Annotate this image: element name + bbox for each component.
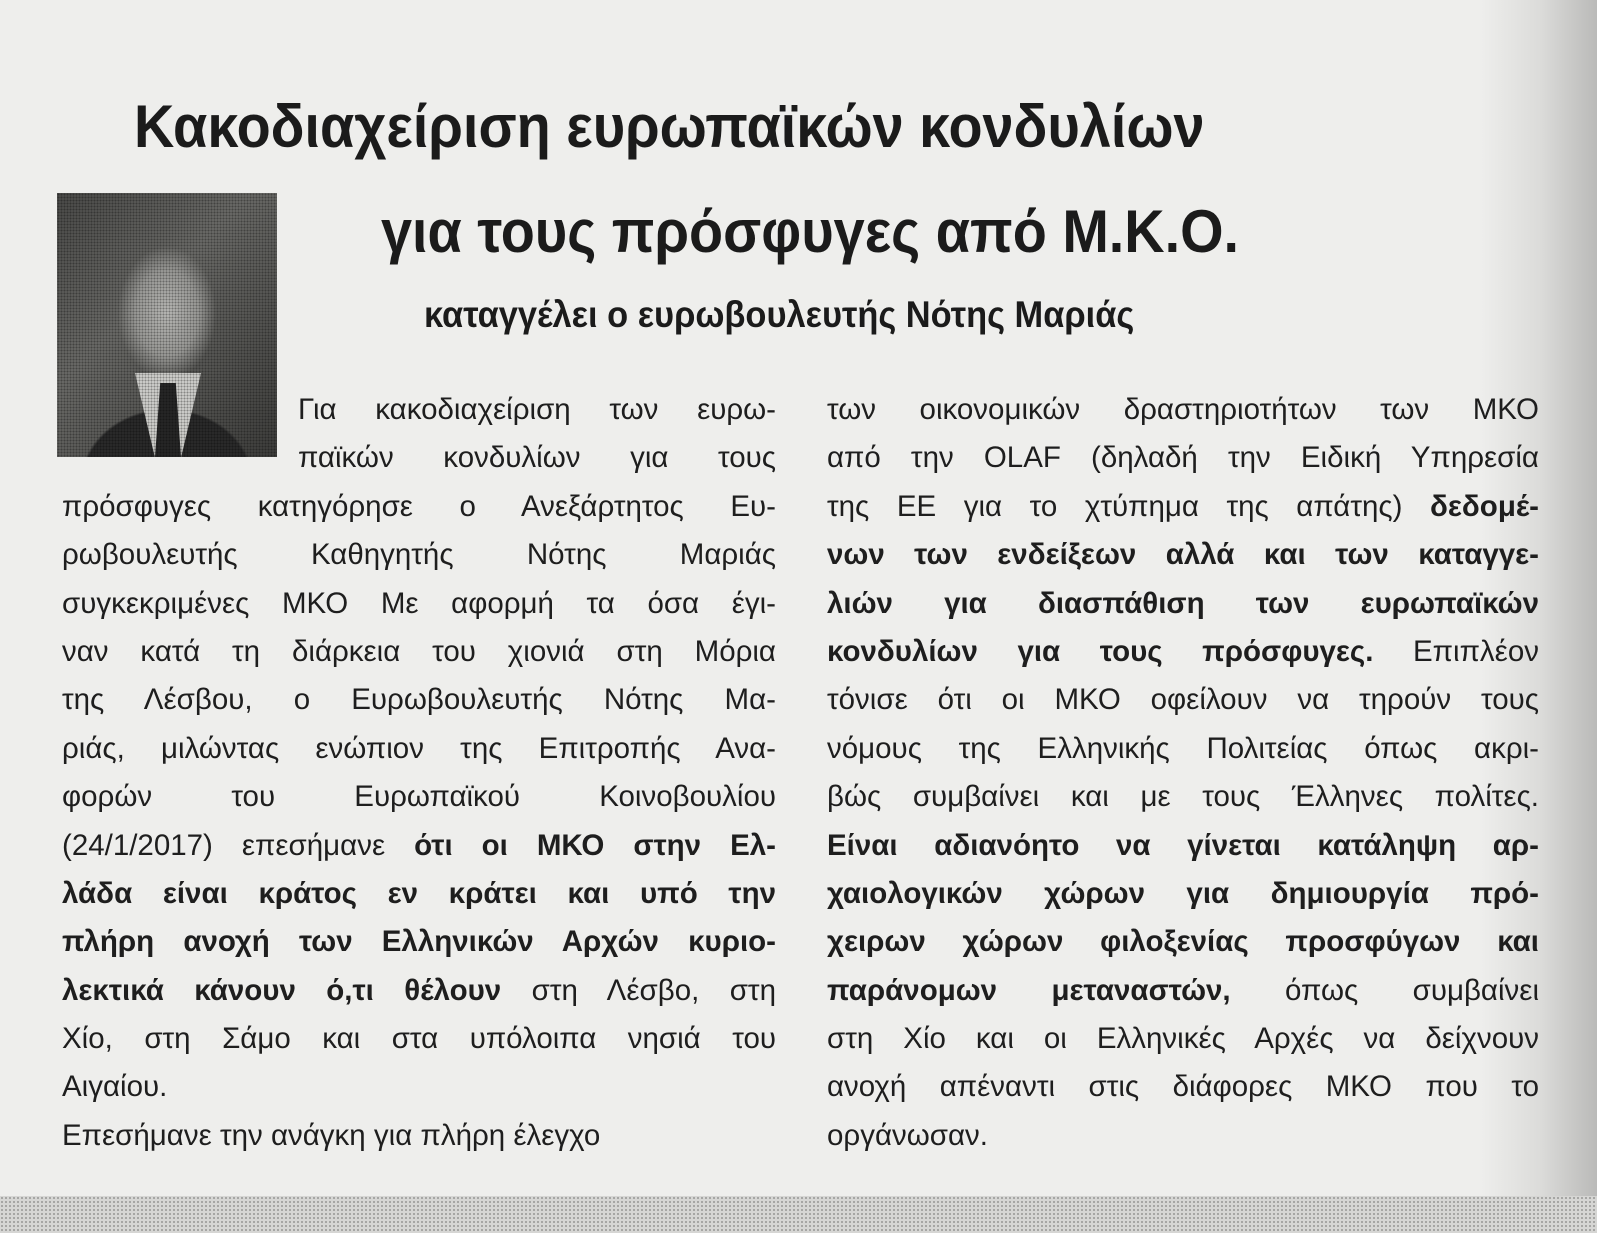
line-text: των οικονομικών δραστηριοτήτων των ΜΚΟ [827, 393, 1539, 426]
article-line [827, 628, 1539, 676]
line-bold-text: νων των ενδείξεων αλλά και των καταγγε- [827, 538, 1539, 572]
line-text: πρόσφυγες κατηγόρησε ο Ανεξάρτητος Ευ- [62, 489, 776, 523]
article-line [827, 386, 1539, 434]
line-text: από την OLAF (δηλαδή την Ειδική Υπηρεσία [827, 441, 1539, 475]
line-bold-text: χαιολογικών χώρων για δημιουργία πρό- [827, 876, 1539, 910]
line-text: συγκεκριμένες ΜΚΟ Με αφορμή τα όσα έγι- [62, 586, 776, 620]
article-line [62, 967, 776, 1015]
article-line [827, 483, 1539, 531]
article-line [827, 967, 1539, 1015]
article-line [827, 870, 1539, 918]
headline-line-1: Κακοδιαχείριση ευρωπαϊκών κονδυλίων [134, 93, 1205, 160]
subheadline: καταγγέλει ο ευρωβουλευτής Νότης Μαριάς [424, 294, 1135, 335]
article-line [827, 676, 1539, 724]
line-bold-text: λιών για διασπάθιση των ευρωπαϊκών [827, 586, 1539, 620]
line-text: της ΕΕ για το χτύπημα της απάτης) [827, 489, 1431, 523]
line-text: οργάνωσαν. [827, 1118, 988, 1152]
article-line [62, 773, 776, 821]
line-text: στη Λέσβο, στη [501, 973, 776, 1007]
article-line [827, 531, 1539, 579]
line-text: νόμους της Ελληνικής Πολιτείας όπως ακρι- [827, 731, 1539, 765]
article-line [827, 1112, 1539, 1160]
line-text: της Λέσβου, ο Ευρωβουλευτής Νότης Μα- [62, 683, 776, 717]
line-bold-text: Είναι αδιανόητο να γίνεται κατάληψη αρ- [827, 828, 1539, 862]
article-line [62, 386, 776, 434]
article-line [827, 434, 1539, 482]
line-text: Αιγαίου. [62, 1070, 168, 1104]
line-bold-text: παράνομων μεταναστών, [827, 973, 1231, 1007]
article-line [62, 870, 776, 918]
line-text: ρωβουλευτής Καθηγητής Νότης Μαριάς [62, 538, 776, 572]
line-text: τόνισε ότι οι ΜΚΟ οφείλουν να τηρούν τους [827, 683, 1539, 717]
line-text: ναν κατά τη διάρκεια του χιονιά στη Μόρια [62, 634, 776, 668]
article-line [62, 1063, 776, 1111]
article-line [62, 1112, 776, 1160]
line-text: Επιπλέον [1373, 634, 1539, 668]
line-text: όπως συμβαίνει [1230, 973, 1539, 1007]
line-text: φορών του Ευρωπαϊκού Κοινοβουλίου [62, 780, 776, 814]
line-text: στη Χίο και οι Ελληνικές Αρχές να δείχνουν [827, 1022, 1539, 1056]
line-bold-text: λεκτικά κάνουν ό,τι θέλουν [62, 973, 502, 1007]
article-line [62, 1015, 776, 1063]
article-line [62, 531, 776, 579]
line-text: βώς συμβαίνει και με τους Έλληνες πολίτες. [827, 780, 1539, 814]
article-line [62, 580, 776, 628]
line-bold-text: λάδα είναι κράτος εν κράτει και υπό την [62, 876, 776, 910]
line-bold-text: κονδυλίων για τους πρόσφυγες. [827, 634, 1374, 668]
headline-line-2: για τους πρόσφυγες από Μ.Κ.Ο. [381, 198, 1240, 265]
article-line [827, 1015, 1539, 1063]
article-line [827, 918, 1539, 966]
article-line [62, 676, 776, 724]
article-line [827, 1063, 1539, 1111]
halftone-border-strip [0, 1196, 1597, 1233]
line-text: Επεσήμανε την ανάγκη για πλήρη έλεγχο [62, 1118, 601, 1152]
line-bold-text: πλήρη ανοχή των Ελληνικών Αρχών κυριο- [62, 925, 776, 959]
line-bold-text: χειρων χώρων φιλοξενίας προσφύγων και [827, 925, 1539, 959]
article-line [62, 628, 776, 676]
article-column-2 [827, 386, 1539, 1160]
line-text: ανοχή απέναντι στις διάφορες ΜΚΟ που το [827, 1070, 1539, 1104]
line-text: (24/1/2017) επεσήμανε [62, 828, 415, 862]
article-line [827, 725, 1539, 773]
article-line [827, 773, 1539, 821]
article-line [62, 434, 776, 482]
line-text: Χίο, στη Σάμο και στα υπόλοιπα νησιά του [62, 1022, 776, 1056]
line-bold-text: δεδομέ- [1430, 489, 1539, 523]
line-text: ριάς, μιλώντας ενώπιον της Επιτροπής Ανα- [62, 731, 776, 765]
article-line [62, 918, 776, 966]
article-line [62, 483, 776, 531]
article-line [827, 580, 1539, 628]
line-text: Για κακοδιαχείριση των ευρω- [298, 393, 776, 426]
article-line [62, 822, 776, 870]
line-bold-text: ότι οι ΜΚΟ στην Ελ- [414, 828, 776, 862]
article-column-1 [62, 386, 776, 1160]
article-line [62, 725, 776, 773]
article-line [827, 822, 1539, 870]
line-text: παϊκών κονδυλίων για τους [298, 441, 776, 475]
